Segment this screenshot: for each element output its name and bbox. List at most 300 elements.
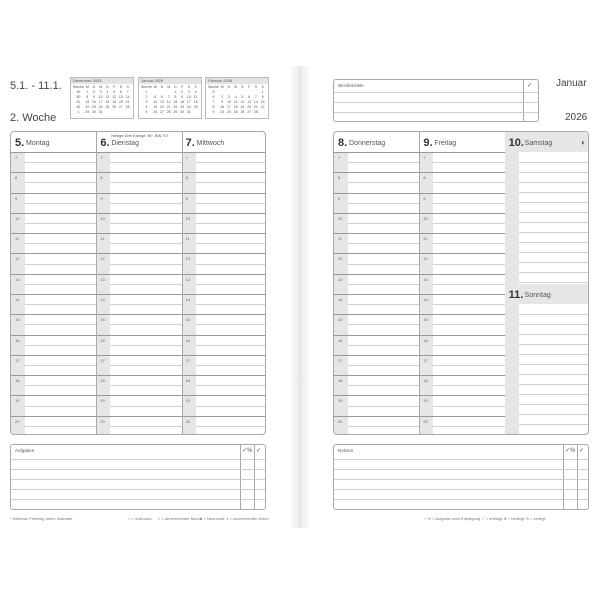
note-line xyxy=(519,384,589,385)
hour-line xyxy=(334,213,419,214)
half-hour-line xyxy=(348,182,419,183)
hour-label: 9 xyxy=(423,195,426,201)
hour-label: 12 xyxy=(423,256,428,262)
weekly-goals-box xyxy=(333,79,539,122)
hour-line xyxy=(334,395,419,396)
hour-line xyxy=(182,274,266,275)
mini-calendar-cell: 18 xyxy=(193,100,198,104)
mini-calendar-cell: 31 xyxy=(186,110,191,114)
half-hour-line xyxy=(348,223,419,224)
hour-label: 19 xyxy=(100,398,105,404)
hour-label: 10 xyxy=(338,215,343,221)
mini-calendar-cell: 4 xyxy=(106,90,109,94)
mini-calendar-cell: M xyxy=(167,85,171,89)
hour-label: 11 xyxy=(15,236,20,242)
half-hour-line xyxy=(348,426,419,427)
moon-legend-3: ● = Neumond xyxy=(200,516,225,521)
mini-calendar-cell: 7 xyxy=(254,95,257,99)
hour-strip xyxy=(419,152,433,434)
hour-label: 12 xyxy=(15,256,20,262)
mini-calendar-cell: 1 xyxy=(86,90,89,94)
mini-calendar-cell: 10 xyxy=(226,100,231,104)
hour-strip xyxy=(182,152,196,434)
half-hour-line xyxy=(196,365,266,366)
note-line xyxy=(519,232,589,233)
hour-line xyxy=(334,355,419,356)
day-number: 9. xyxy=(423,137,433,149)
hour-label: 12 xyxy=(100,256,105,262)
hour-line xyxy=(11,355,96,356)
hour-line xyxy=(419,416,504,417)
hour-label: 9 xyxy=(338,195,341,201)
half-hour-line xyxy=(433,324,504,325)
note-line xyxy=(519,162,589,163)
hour-label: 13 xyxy=(15,276,20,282)
mini-calendar-cell: 22 xyxy=(260,105,265,109)
hour-line xyxy=(11,294,96,295)
note-line xyxy=(519,172,589,173)
month-label: Januar xyxy=(556,78,587,89)
mini-calendar-cell xyxy=(111,110,118,115)
mini-calendar-cell: 15 xyxy=(173,100,178,104)
mini-calendar-cell: 2 xyxy=(145,95,148,99)
half-hour-line xyxy=(433,243,504,244)
mini-calendar-cell: D xyxy=(160,85,164,89)
day-number: 5. xyxy=(15,137,25,149)
note-line xyxy=(519,394,589,395)
tasks-box-title: Aufgaben xyxy=(15,448,35,453)
hour-label: 18 xyxy=(185,378,191,384)
mini-calendar-cell: S xyxy=(126,85,129,89)
mini-calendar-cell: 4 xyxy=(234,95,237,99)
hour-label: 17 xyxy=(185,357,191,363)
mini-calendar-cell: F xyxy=(181,85,184,89)
mini-calendar-cell: 13 xyxy=(159,100,164,104)
hour-line xyxy=(96,395,181,396)
mini-calendar-cell: S xyxy=(119,85,123,89)
day-name: Samstag xyxy=(524,140,553,147)
hour-line xyxy=(96,213,181,214)
day-header xyxy=(182,132,266,152)
mini-calendar-cell: 11 xyxy=(233,100,238,104)
mini-calendar-cell: 5 xyxy=(241,95,244,99)
half-hour-line xyxy=(110,182,181,183)
mini-calendar-cell: 3 xyxy=(145,100,148,104)
mini-calendar-cell xyxy=(159,90,166,95)
hour-line xyxy=(11,172,96,173)
mini-calendar-cell: 4 xyxy=(194,90,197,94)
hour-line xyxy=(96,233,181,234)
note-line xyxy=(519,252,589,253)
half-hour-line xyxy=(348,365,419,366)
note-line xyxy=(519,354,589,355)
header-line xyxy=(419,152,504,153)
mini-calendar-cell: 8 xyxy=(86,95,89,99)
hour-label: 9 xyxy=(15,195,18,201)
mini-calendar-cell: 8 xyxy=(261,95,264,99)
day-number: 10. xyxy=(508,137,524,149)
sunday-column xyxy=(505,284,589,435)
header-line xyxy=(182,152,266,153)
hour-label: 10 xyxy=(185,215,191,221)
hour-label: 14 xyxy=(423,297,428,302)
hour-line xyxy=(419,294,504,295)
mini-calendar-cell: 11 xyxy=(193,95,198,99)
mini-calendar-cell: 4 xyxy=(145,105,148,109)
hour-strip xyxy=(505,152,519,284)
mini-calendar-cell: 7 xyxy=(212,100,215,104)
half-hour-line xyxy=(25,345,96,346)
hour-line xyxy=(419,274,504,275)
mini-calendar-cell: 20 xyxy=(159,105,164,109)
mini-calendar-cell: 23 xyxy=(91,105,96,109)
mini-calendar-cell: D xyxy=(174,85,177,89)
note-line xyxy=(519,272,589,273)
mini-calendar-cell: 27 xyxy=(247,110,252,114)
mini-calendar-cell: 10 xyxy=(186,95,191,99)
hour-label: 20 xyxy=(15,418,20,424)
mini-calendar-cell: 5 xyxy=(113,90,116,94)
left-day-grid xyxy=(10,131,266,435)
half-hour-line xyxy=(196,324,266,325)
hour-line xyxy=(419,233,504,234)
hour-label: 20 xyxy=(423,418,428,424)
half-hour-line xyxy=(110,324,181,325)
hour-label: 14 xyxy=(185,297,191,302)
moon-legend-4: ◑ = zunehmender Mond xyxy=(226,516,269,521)
mini-calendar-cell xyxy=(104,110,111,115)
hour-label: 13 xyxy=(185,276,191,282)
hour-line xyxy=(182,335,266,336)
hour-line xyxy=(11,375,96,376)
hour-label: 17 xyxy=(100,357,105,363)
half-hour-line xyxy=(25,406,96,407)
half-hour-line xyxy=(433,365,504,366)
mini-calendar-cell: 9 xyxy=(221,100,224,104)
mini-calendar-cell: 22 xyxy=(85,105,90,109)
hour-label: 14 xyxy=(100,297,105,302)
half-hour-line xyxy=(348,243,419,244)
hour-label: 15 xyxy=(100,317,105,323)
mini-calendar-cell: 20 xyxy=(118,100,123,104)
day-column xyxy=(96,132,181,434)
half-hour-line xyxy=(433,426,504,427)
hour-line xyxy=(11,395,96,396)
day-name: Montag xyxy=(26,140,50,147)
mini-calendar-cell: 5 xyxy=(212,90,215,94)
hour-label: 11 xyxy=(100,236,105,242)
mini-calendar-cell: 23 xyxy=(180,105,185,109)
half-hour-line xyxy=(110,162,181,163)
mini-calendar-cell: 13 xyxy=(247,100,252,104)
half-hour-line xyxy=(110,203,181,204)
half-hour-line xyxy=(25,162,96,163)
hour-line xyxy=(96,172,181,173)
hour-strip xyxy=(505,304,519,435)
mini-calendar-cell: 9 xyxy=(92,95,95,99)
half-hour-line xyxy=(25,284,96,285)
mini-calendar-grid xyxy=(71,84,133,116)
note-line xyxy=(519,324,589,325)
moon-legend-2: ◐ = abnehmender Mond xyxy=(158,516,201,521)
mini-calendar xyxy=(205,77,269,119)
mini-calendar-cell: Woche xyxy=(208,85,219,89)
mini-calendar-cell: S xyxy=(187,85,191,89)
hour-label: 7 xyxy=(15,155,18,160)
mini-calendar-cell: 19 xyxy=(112,100,117,104)
half-hour-line xyxy=(348,264,419,265)
half-hour-line xyxy=(196,426,266,427)
hour-line xyxy=(419,172,504,173)
mini-calendar-cell: D xyxy=(106,85,109,89)
note-line xyxy=(519,314,589,315)
column-divider xyxy=(419,132,420,434)
half-hour-line xyxy=(433,223,504,224)
day-header xyxy=(419,132,504,152)
mini-calendar-cell: 26 xyxy=(112,105,117,109)
hour-line xyxy=(182,416,266,417)
hour-label: 19 xyxy=(185,398,191,404)
header-line xyxy=(334,152,419,153)
mini-calendar-cell xyxy=(253,90,260,95)
half-hour-line xyxy=(433,162,504,163)
tasks-box xyxy=(10,444,266,510)
week-label: 2. Woche xyxy=(10,112,57,124)
page-gutter xyxy=(289,66,311,528)
mini-calendar-cell xyxy=(239,90,246,95)
hour-label: 20 xyxy=(185,418,191,424)
mini-calendar-cell: 16 xyxy=(180,100,185,104)
mini-calendar-cell: 30 xyxy=(180,110,185,114)
hour-label: 19 xyxy=(423,398,428,404)
check-icon: ✓ xyxy=(256,448,262,454)
day-header xyxy=(334,132,419,152)
hour-label: 10 xyxy=(100,215,105,221)
mini-calendar-cell: M xyxy=(99,85,103,89)
note-line xyxy=(519,282,589,283)
mini-calendar-cell: D xyxy=(92,85,96,89)
mini-calendar-cell: 13 xyxy=(118,95,123,99)
mini-calendar-cell: 24 xyxy=(226,110,231,114)
half-hour-line xyxy=(196,406,266,407)
mini-calendar-cell: 17 xyxy=(186,100,191,104)
half-hour-line xyxy=(25,203,96,204)
mini-calendar-cell: 18 xyxy=(105,100,110,104)
hour-label: 16 xyxy=(185,337,191,343)
hour-line xyxy=(334,274,419,275)
hour-line xyxy=(334,253,419,254)
mini-calendar-cell: M xyxy=(153,85,157,89)
mini-calendar-cell: 21 xyxy=(166,105,171,109)
half-hour-line xyxy=(110,243,181,244)
hour-line xyxy=(182,294,266,295)
mini-calendar-cell: 24 xyxy=(98,105,103,109)
hour-label: 20 xyxy=(338,418,343,424)
mini-calendar-cell: 29 xyxy=(173,110,178,114)
mini-calendar-cell xyxy=(219,90,226,95)
mini-calendar-cell: 19 xyxy=(240,105,245,109)
mini-calendar-cell: 19 xyxy=(153,105,158,109)
mini-calendar-cell: 28 xyxy=(253,110,258,114)
mini-calendar-cell: 14 xyxy=(253,100,258,104)
hour-label: 8 xyxy=(423,175,426,181)
note-line xyxy=(519,374,589,375)
half-hour-line xyxy=(348,304,419,305)
weekly-goals-title: Wochenziele xyxy=(338,83,364,88)
mini-calendar-cell: 5 xyxy=(145,110,148,114)
mini-calendar-cell: 1 xyxy=(174,90,177,94)
mini-calendar-cell: Woche xyxy=(73,85,84,89)
hour-label: 10 xyxy=(15,215,20,221)
mini-calendar-cell: 24 xyxy=(186,105,191,109)
mini-calendar-cell: D xyxy=(227,85,231,89)
hour-label: 11 xyxy=(185,236,190,242)
mini-calendar-cell xyxy=(232,90,239,95)
day-number: 8. xyxy=(338,137,348,149)
mini-calendar xyxy=(70,77,134,119)
mini-calendar-cell: 1 xyxy=(261,90,264,94)
note-line xyxy=(519,434,589,435)
hour-label: 18 xyxy=(15,378,20,384)
hour-line xyxy=(334,233,419,234)
hour-line xyxy=(419,314,504,315)
hour-line xyxy=(419,253,504,254)
mini-calendar-cell: 49 xyxy=(76,90,81,94)
mini-calendar-cell: F xyxy=(113,85,116,89)
hour-line xyxy=(11,274,96,275)
mini-calendar-cell: 29 xyxy=(85,110,90,114)
hour-label: 20 xyxy=(100,418,105,424)
year-label: 2026 xyxy=(565,112,588,123)
hour-line xyxy=(182,213,266,214)
mini-calendar-cell xyxy=(259,110,266,115)
mini-calendar-cell xyxy=(246,90,253,95)
half-hour-line xyxy=(433,203,504,204)
mini-calendar-cell: 8 xyxy=(212,105,215,109)
note-line xyxy=(519,262,589,263)
day-name: Sonntag xyxy=(524,292,551,299)
half-hour-line xyxy=(348,406,419,407)
hour-line xyxy=(11,193,96,194)
holiday-note: Heilige Drei Könige: BY, BW, ST xyxy=(111,133,169,138)
mini-calendar-cell: 25 xyxy=(193,105,198,109)
mini-calendar-title: Februar 2026 xyxy=(206,78,268,84)
hour-line xyxy=(11,335,96,336)
half-hour-line xyxy=(348,162,419,163)
mini-calendar-cell: 15 xyxy=(260,100,265,104)
hour-line xyxy=(182,233,266,234)
half-hour-line xyxy=(25,243,96,244)
hour-line xyxy=(96,355,181,356)
mini-calendar-cell: 2 xyxy=(221,95,224,99)
hour-label: 11 xyxy=(338,236,343,242)
half-hour-line xyxy=(25,223,96,224)
mini-calendar-cell: 9 xyxy=(212,110,215,114)
mini-calendar-cell: 11 xyxy=(105,95,110,99)
hour-label: 16 xyxy=(423,337,428,343)
note-line xyxy=(519,212,589,213)
half-hour-line xyxy=(25,264,96,265)
hour-label: 16 xyxy=(338,337,343,343)
half-hour-line xyxy=(110,345,181,346)
half-hour-line xyxy=(25,365,96,366)
hour-label: 8 xyxy=(100,175,103,181)
hour-line xyxy=(334,416,419,417)
note-line xyxy=(519,182,589,183)
day-column xyxy=(419,132,504,434)
mini-calendar-cell: 9 xyxy=(181,95,184,99)
legend-footnote: ✓% = Aufgabe nach Erledigung ✓ = erledigt ⊕ = bedingt ⊖ = verlegt xyxy=(424,516,546,521)
hour-label: 12 xyxy=(338,256,343,262)
hour-label: 8 xyxy=(338,175,341,181)
hour-label: 10 xyxy=(423,215,428,221)
hour-line xyxy=(182,395,266,396)
half-hour-line xyxy=(433,284,504,285)
percent-check-icon: ✓% xyxy=(242,448,253,454)
mini-calendar-cell: 31 xyxy=(98,110,103,114)
mini-calendar-grid xyxy=(206,84,268,116)
mini-calendar-cell: 52 xyxy=(76,105,81,109)
mini-calendar-cell: 17 xyxy=(226,105,231,109)
half-hour-line xyxy=(25,182,96,183)
hour-label: 7 xyxy=(185,155,188,160)
mini-calendar-cell: 50 xyxy=(76,95,81,99)
day-column xyxy=(182,132,266,434)
hour-line xyxy=(334,172,419,173)
day-name: Mittwoch xyxy=(196,140,225,147)
hour-line xyxy=(419,355,504,356)
hour-label: 15 xyxy=(185,317,191,323)
half-hour-line xyxy=(433,264,504,265)
mini-calendar-cell: M xyxy=(85,85,89,89)
hour-line xyxy=(182,253,266,254)
note-line xyxy=(519,242,589,243)
hour-label: 13 xyxy=(338,276,343,282)
hour-line xyxy=(419,213,504,214)
hour-line xyxy=(334,375,419,376)
note-line xyxy=(519,364,589,365)
mini-calendar-cell: 21 xyxy=(253,105,258,109)
hour-line xyxy=(11,253,96,254)
mini-calendar-cell: 27 xyxy=(159,110,164,114)
hour-line xyxy=(96,335,181,336)
hour-label: 17 xyxy=(15,357,20,363)
hour-label: 19 xyxy=(15,398,20,404)
mini-calendar-cell: 28 xyxy=(166,110,171,114)
hour-line xyxy=(334,294,419,295)
day-column xyxy=(334,132,419,434)
half-hour-line xyxy=(196,284,266,285)
half-hour-line xyxy=(433,345,504,346)
mini-calendar-cell xyxy=(192,110,199,115)
mini-calendar-cell: 12 xyxy=(112,95,117,99)
mini-calendar-cell: M xyxy=(234,85,238,89)
hour-label: 15 xyxy=(338,317,343,323)
half-hour-line xyxy=(25,426,96,427)
note-line xyxy=(519,424,589,425)
mini-calendar-cell: 10 xyxy=(98,95,103,99)
mini-calendar-cell xyxy=(118,110,125,115)
day-header xyxy=(505,132,589,152)
mini-calendar-cell: 1 xyxy=(145,90,148,94)
column-divider xyxy=(96,132,97,434)
half-hour-line xyxy=(433,304,504,305)
hour-label: 18 xyxy=(423,378,428,384)
day-header xyxy=(11,132,96,152)
hour-label: 18 xyxy=(338,378,343,384)
hour-line xyxy=(182,314,266,315)
half-hour-line xyxy=(196,385,266,386)
